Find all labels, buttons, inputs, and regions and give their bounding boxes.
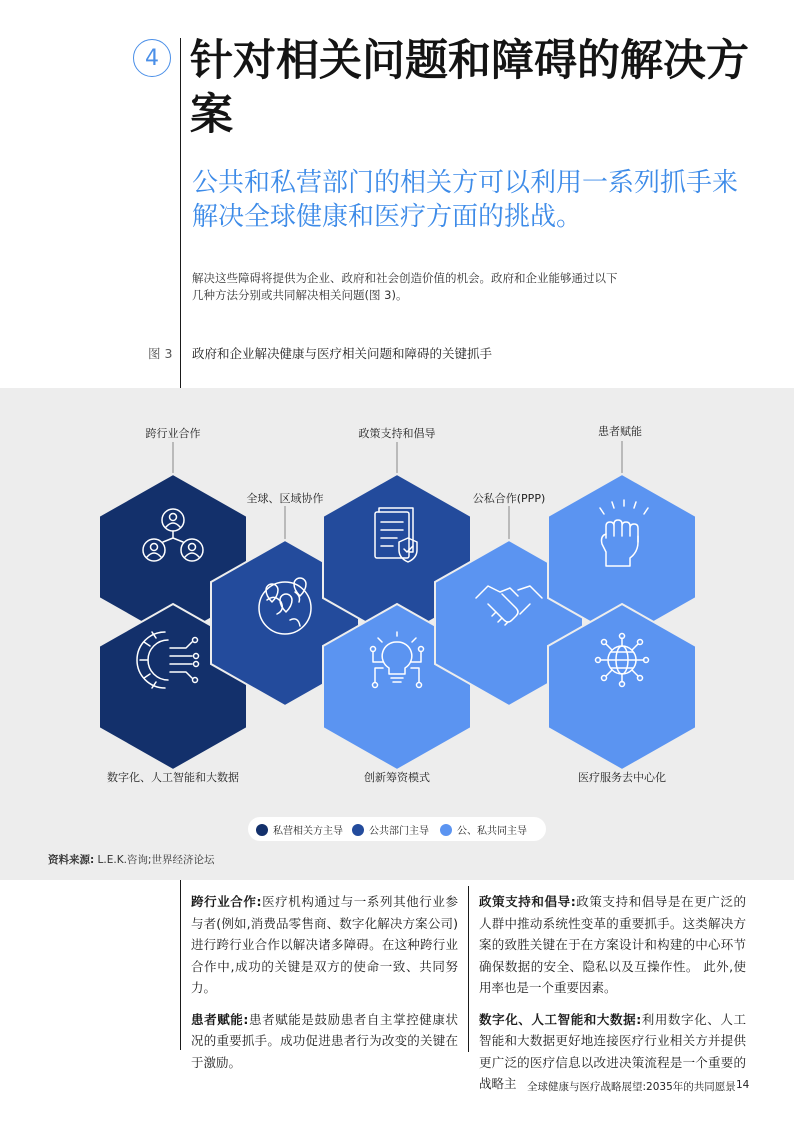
figure-source xyxy=(48,852,214,867)
text-patient: 患者赋能是鼓励患者自主掌控健康状况的重要抓手。成功促进患者行为改变的关键在于激励。 xyxy=(191,1011,458,1070)
body-column-left xyxy=(191,891,458,1083)
lever-label-decentral: 医疗服务去中心化 xyxy=(578,771,666,784)
legend-label-public: 公共部门主导 xyxy=(369,826,429,837)
text-cross-industry: 医疗机构通过与一系列其他行业参与者(例如,消费品零售商、数字化解决方案公司)进行跨行业合作以解决诸多障碍。在这种跨行业合作中,成功的关键是双方的使命一致、共同努力。 xyxy=(191,894,458,995)
term-policy: 政策支持和倡导: xyxy=(479,894,576,909)
term-patient: 患者赋能: xyxy=(191,1011,249,1027)
chapter-number-badge: 4 xyxy=(133,39,171,77)
page-number: 14 xyxy=(736,1079,750,1091)
lever-label-regional: 全球、区域协作 xyxy=(246,492,324,505)
legend-swatch-joint xyxy=(440,824,452,836)
legend-label-joint: 公、私共同主导 xyxy=(457,826,527,837)
paragraph-cross-industry xyxy=(191,891,458,999)
legend-item-joint xyxy=(440,822,527,837)
term-digital: 数字化、人工智能和大数据: xyxy=(479,1011,642,1027)
legend-swatch-public xyxy=(352,824,364,836)
paragraph-patient xyxy=(191,1009,458,1074)
text-digital: 利用数字化、人工智能和大数据更好地连接医疗行业相关方并提供更广泛的医疗信息以改进决策流程是一个重要的战略主 xyxy=(479,1011,746,1091)
source-text: L.E.K.咨询;世界经济论坛 xyxy=(94,854,215,866)
lever-label-patient: 患者赋能 xyxy=(598,425,642,438)
lever-label-digital: 数字化、人工智能和大数据 xyxy=(107,771,239,784)
lever-label-funding: 创新筹资模式 xyxy=(364,771,430,784)
lever-label-cross-industry: 跨行业合作 xyxy=(145,427,201,440)
figure-number: 图 3 xyxy=(148,346,173,361)
lever-label-ppp: 公私合作(PPP) xyxy=(472,492,546,505)
lever-label-policy: 政策支持和倡导 xyxy=(358,427,436,440)
legend-label-private: 私营相关方主导 xyxy=(273,826,343,837)
lever-hexagon-diagram xyxy=(0,388,794,880)
term-cross-industry: 跨行业合作: xyxy=(191,894,262,909)
paragraph-policy xyxy=(479,891,746,999)
running-footer: 全球健康与医疗战略展望:2035年的共同愿景 xyxy=(527,1081,736,1093)
margin-rule-bottom xyxy=(180,880,181,1050)
figure-title: 政府和企业解决健康与医疗相关问题和障碍的关键抓手 xyxy=(192,346,493,361)
figure-legend xyxy=(248,817,546,841)
text-policy: 政策支持和倡导是在更广泛的人群中推动系统性变革的重要抓手。这类解决方案的致胜关键在于在方案设计和构建的中心环节确保数据的安全、隐私以及互操作性。 此外,使用率也是一个重要因素。 xyxy=(479,894,746,995)
source-label: 资料来源: xyxy=(48,854,95,866)
page-title: 针对相关问题和障碍的解决方案 xyxy=(190,36,749,140)
column-divider xyxy=(468,886,469,1052)
legend-item-private xyxy=(256,822,343,837)
margin-rule-top xyxy=(180,38,181,390)
legend-swatch-private xyxy=(256,824,268,836)
lead-paragraph: 公共和私营部门的相关方可以利用一系列抓手来解决全球健康和医疗方面的挑战。 xyxy=(192,168,739,232)
legend-item-public xyxy=(352,822,429,837)
intro-paragraph: 解决这些障碍将提供为企业、政府和社会创造价值的机会。政府和企业能够通过以下几种方法分别或共同解决相关问题(图 3)。 xyxy=(192,271,618,302)
